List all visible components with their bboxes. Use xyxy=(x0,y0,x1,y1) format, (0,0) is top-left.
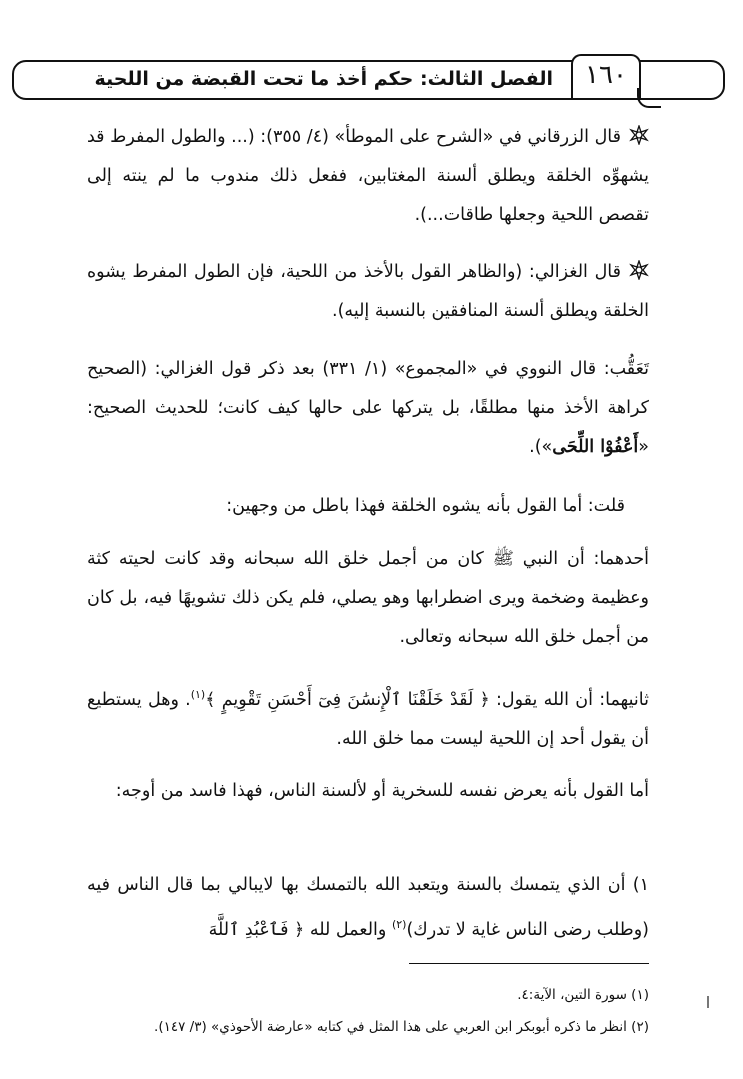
footnote-divider xyxy=(409,963,649,964)
paragraph-text: ثانيهما: أن الله يقول: ﴿ لَقَدْ خَلَقْنَا ٱلْإِنسَٰنَ فِىٓ أَحْسَنِ تَقْوِيمٍ ﴾ xyxy=(205,689,649,710)
footnote-1: (١) سورة التين، الآية:٤. xyxy=(517,987,649,1003)
paragraph-first-point xyxy=(87,540,649,657)
chapter-header xyxy=(12,60,725,100)
paragraph-text: قال الزرقاني في «الشرح على الموطأ» (٤/ ٣٥٥): (... والطول المفرط قد يشهوِّه الخلقة ويطلق ألسنة المغتابين، ففعل ذلك مندوب ما لم ينته إلى تقصص اللحية وجعلها طاقات...). xyxy=(87,127,649,225)
paragraph-list-item-1 xyxy=(87,866,649,950)
paragraph-text: ١) أن الذي يتمسك بالسنة ويتعبد الله بالتمسك بها لايبالي بما قال الناس فيه (وطلب رضى الناس غاية لا تدرك) xyxy=(87,875,649,940)
paragraph-text: تَعَقُّب: قال النووي في «المجموع» (١/ ٣٣١) بعد ذكر قول الغزالي: (الصحيح كراهة الأخذ منها مطلقًا، بل يتركها على حالها كيف كانت؛ للحديث الصحيح: « xyxy=(87,359,649,457)
flower-ornament-icon xyxy=(629,260,649,280)
paragraph-ghazali xyxy=(87,253,649,331)
paragraph-second-point xyxy=(87,675,649,759)
paragraph-text: »). xyxy=(529,437,553,457)
page-number-box xyxy=(571,54,641,98)
footnote-2: (٢) انظر ما ذكره أبوبكر ابن العربي على هذا المثل في كتابه «عارضة الأحوذي» (٣/ ١٤٧). xyxy=(154,1019,649,1035)
paragraph-rebuttal xyxy=(87,350,649,467)
paragraph-qultu xyxy=(87,487,625,526)
paragraph-text: أحدهما: أن النبي ﷺ كان من أجمل خلق الله سبحانه وقد كانت لحيته كثة وعظيمة وضخمة ويرى اضطرابها وهو يصلي، فلم يكن ذلك تشويهًا فيه، بل كان من أجمل خلق الله سبحانه وتعالى. xyxy=(87,549,649,647)
paragraph-text: قلت: أما القول بأنه يشوه الخلقة فهذا باطل من وجهين: xyxy=(226,496,625,516)
paragraph-text: والعمل لله ﴿ فَٱعْبُدِ ٱللَّهَ xyxy=(208,919,392,940)
margin-mark xyxy=(707,996,709,1008)
paragraph-text: . وهل يستطيع أن يقول أحد إن اللحية ليست مما خلق الله. xyxy=(87,689,649,749)
paragraph-text: أما القول بأنه يعرض نفسه للسخرية أو لألسنة الناس، فهذا فاسد من أوجه: xyxy=(115,781,649,801)
flower-ornament-icon xyxy=(629,125,649,145)
paragraph-zurqani xyxy=(87,118,649,235)
footnote-ref: (١) xyxy=(190,688,206,701)
paragraph-text: قال الغزالي: (والظاهر القول بالأخذ من اللحية، فإن الطول المفرط يشوه الخلقة ويطلق ألسنة المنافقين بالنسبة إليه). xyxy=(87,262,649,321)
hadith-quote: أَعْفُوْا اللِّحَى xyxy=(552,437,639,457)
paragraph-ridicule xyxy=(87,772,649,811)
page-number-ornament xyxy=(637,88,661,108)
chapter-title: الفصل الثالث: حكم أخذ ما تحت القبضة من اللحية xyxy=(94,68,553,90)
footnote-ref: (٢) xyxy=(391,918,407,931)
page-number: ١٦٠ xyxy=(585,60,627,90)
